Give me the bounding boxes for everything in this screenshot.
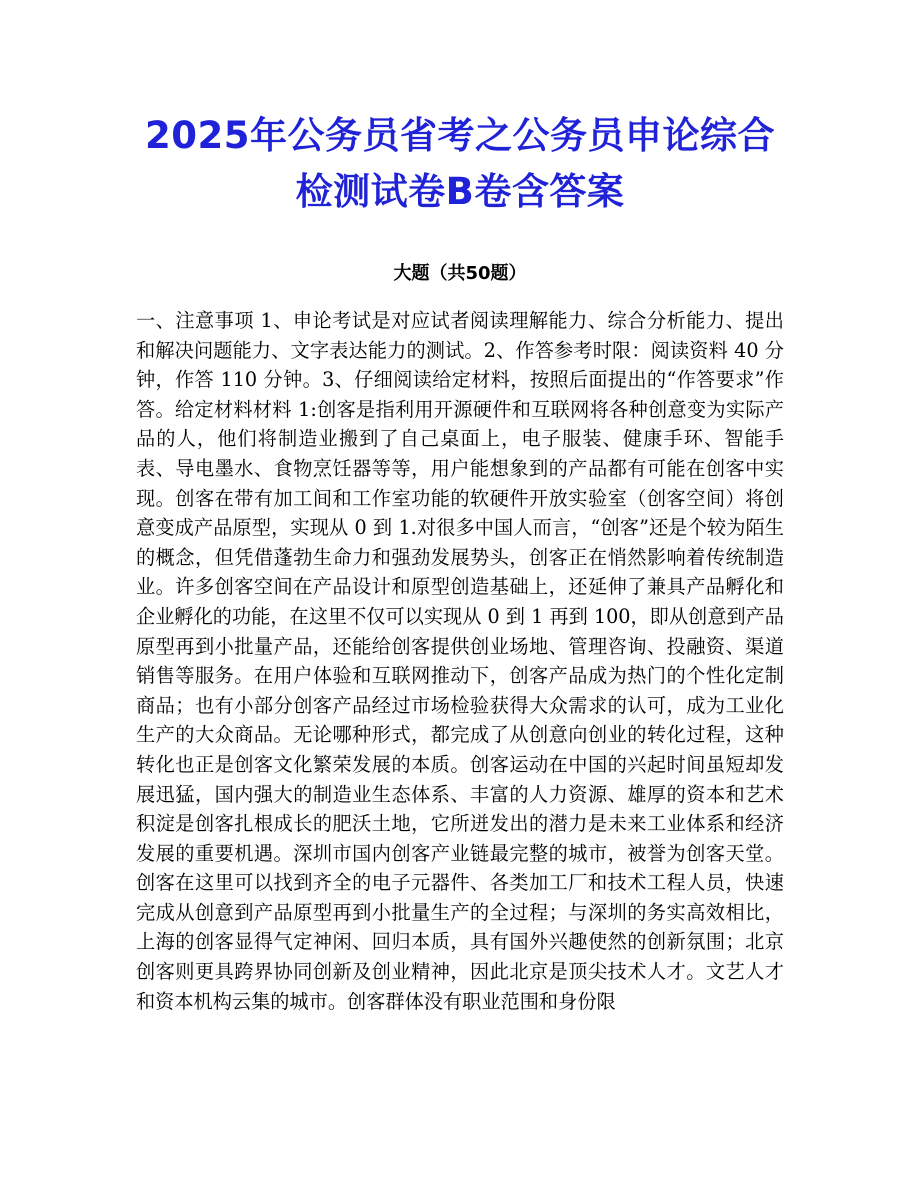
- body-paragraph: 一、注意事项 1、申论考试是对应试者阅读理解能力、综合分析能力、提出和解决问题能力、文字表达能力的测试。2、作答参考时限：阅读资料 40 分钟，作答 110 分钟。3、仔细阅读给定材料，按照后面提出的“作答要求”作答。给定材料材料 1:创客是指利用开源硬件和互联网将各种创意变为实际产品的人，他们将制造业搬到了自己桌面上，电子服装、健康手环、智能手表、导电墨水、食物烹饪器等等，用户能想象到的产品都有可能在创客中实现。创客在带有加工间和工作室功能的软硬件开放实验室（创客空间）将创意变成产品原型，实现从 0 到 1.对很多中国人而言，“创客”还是个较为陌生的概念，但凭借蓬勃生命力和强劲发展势头，创客正在悄然影响着传统制造业。许多创客空间在产品设计和原型创造基础上，还延伸了兼具产品孵化和企业孵化的功能，在这里不仅可以实现从 0 到 1 再到 100，即从创意到产品原型再到小批量产品，还能给创客提供创业场地、管理咨询、投融资、渠道销售等服务。在用户体验和互联网推动下，创客产品成为热门的个性化定制商品；也有小部分创客产品经过市场检验获得大众需求的认可，成为工业化生产的大众商品。无论哪种形式，都完成了从创意向创业的转化过程，这种转化也正是创客文化繁荣发展的本质。创客运动在中国的兴起时间虽短却发展迅猛，国内强大的制造业生态体系、丰富的人力资源、雄厚的资本和艺术积淀是创客扎根成长的肥沃土地，它所迸发出的潜力是未来工业体系和经济发展的重要机遇。深圳市国内创客产业链最完整的城市，被誉为创客天堂。创客在这里可以找到齐全的电子元器件、各类加工厂和技术工程人员，快速完成从创意到产品原型再到小批量生产的全过程；与深圳的务实高效相比，上海的创客显得气定神闲、回归本质，具有国外兴趣使然的创新氛围；北京创客则更具跨界协同创新及创业精神，因此北京是顶尖技术人才。文艺人才和资本机构云集的城市。创客群体没有职业范围和身份限: [136, 309, 784, 1013]
- document-title: 2025年公务员省考之公务员申论综合检测试卷B卷含答案: [145, 114, 775, 213]
- document-content: [136, 108, 784, 1016]
- section-heading: 大题（共50题）: [393, 263, 527, 284]
